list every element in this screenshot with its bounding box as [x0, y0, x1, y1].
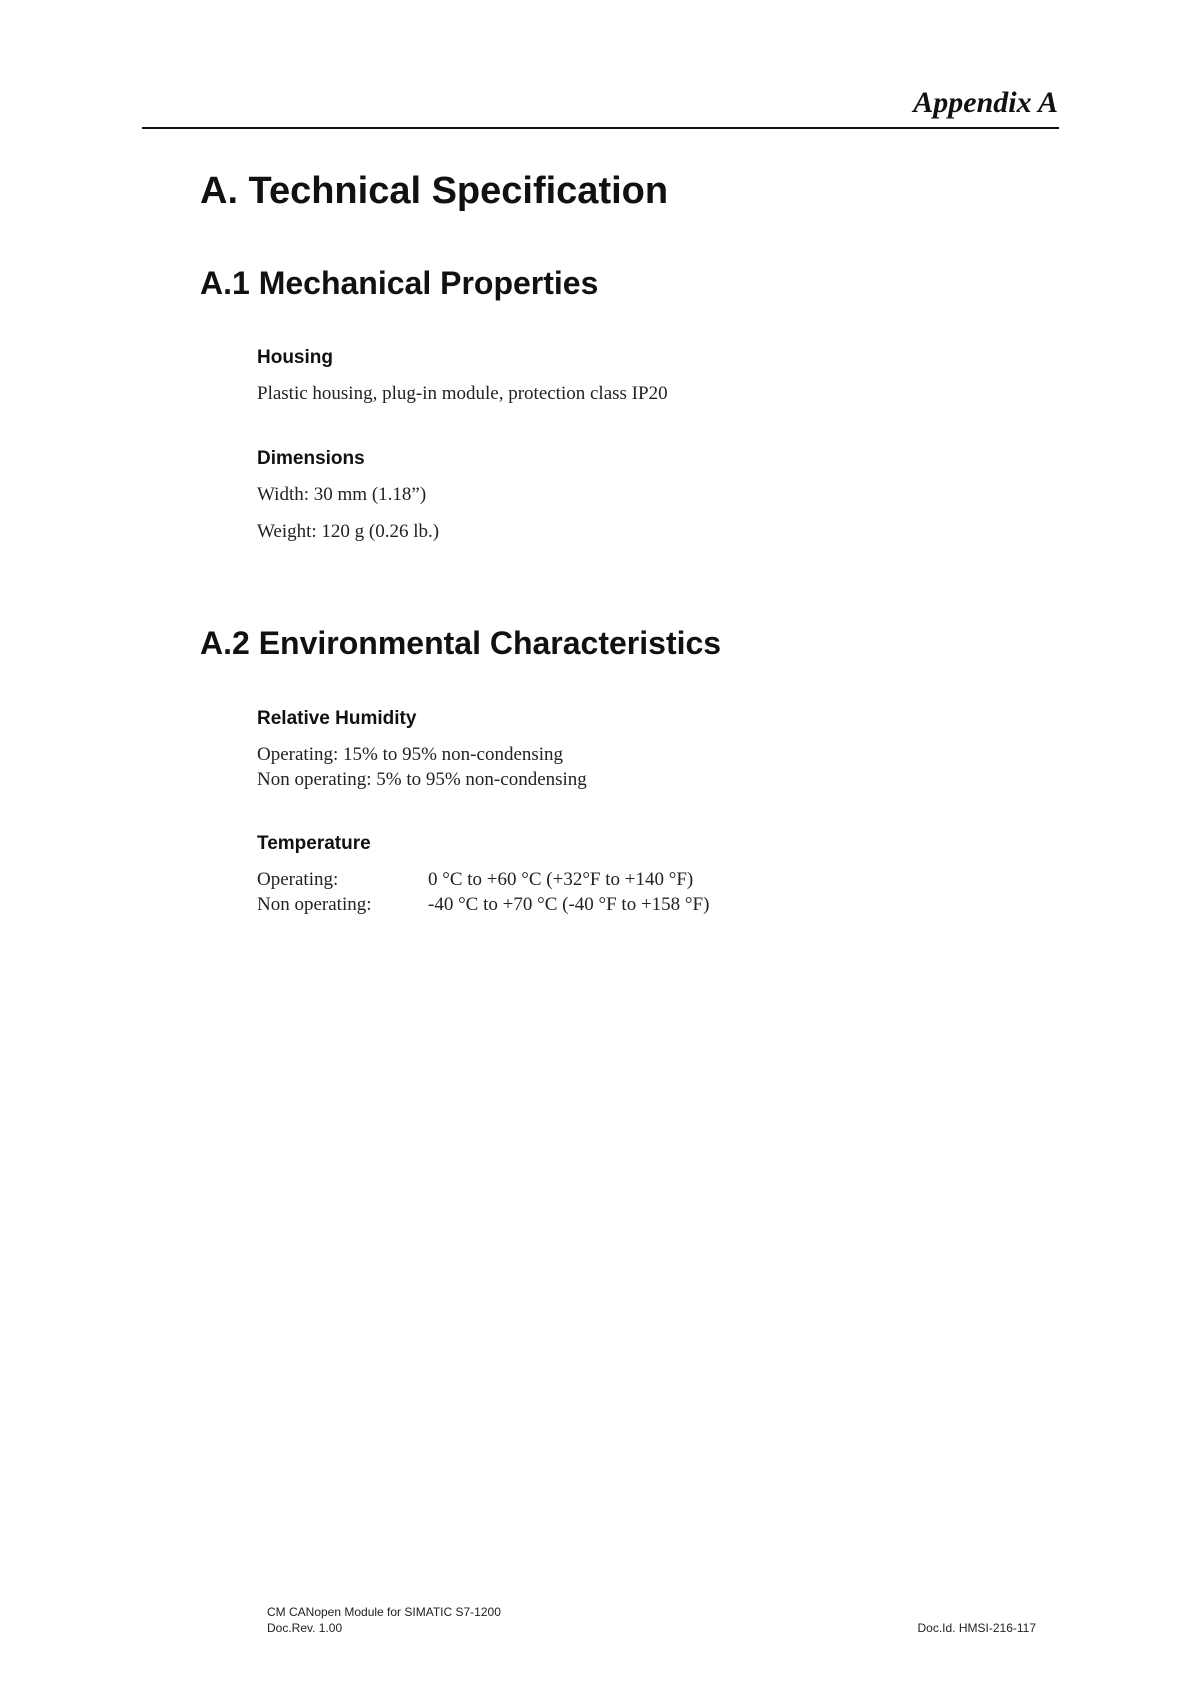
humidity-heading: Relative Humidity — [257, 708, 417, 729]
section-title-environmental: A.2 Environmental Characteristics — [200, 625, 722, 661]
chapter-title: A. Technical Specification — [200, 170, 669, 212]
housing-heading: Housing — [257, 347, 333, 368]
dimensions-heading: Dimensions — [257, 448, 365, 469]
footer-doc-id: Doc.Id. HMSI-216-117 — [917, 1621, 1036, 1635]
dimensions-width: Width: 30 mm (1.18”) — [257, 484, 427, 505]
temperature-non-operating-value: -40 °C to +70 °C (-40 °F to +158 °F) — [428, 894, 710, 915]
appendix-header-title: Appendix A — [913, 86, 1058, 119]
humidity-operating: Operating: 15% to 95% non-condensing — [257, 744, 564, 765]
footer-product: CM CANopen Module for SIMATIC S7-1200 — [267, 1605, 501, 1619]
dimensions-weight: Weight: 120 g (0.26 lb.) — [257, 521, 440, 542]
footer-revision: Doc.Rev. 1.00 — [267, 1621, 343, 1635]
housing-text: Plastic housing, plug-in module, protection class IP20 — [257, 383, 668, 404]
header-divider — [142, 127, 1059, 129]
temperature-operating-value: 0 °C to +60 °C (+32°F to +140 °F) — [428, 869, 694, 890]
section-title-mechanical: A.1 Mechanical Properties — [200, 265, 599, 301]
temperature-non-operating-label: Non operating: — [257, 894, 372, 915]
temperature-operating-label: Operating: — [257, 869, 339, 890]
humidity-non-operating: Non operating: 5% to 95% non-condensing — [257, 769, 587, 790]
temperature-heading: Temperature — [257, 833, 371, 854]
